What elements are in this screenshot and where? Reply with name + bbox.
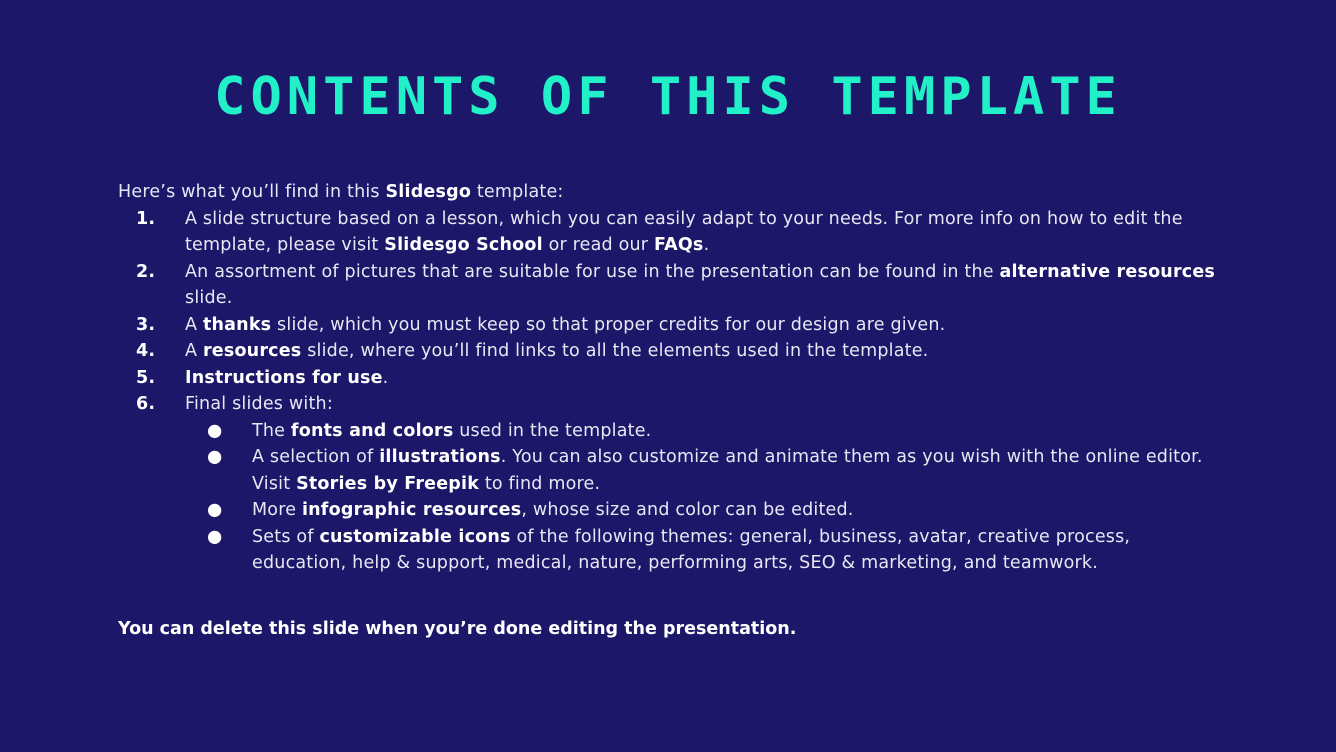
highlight-text: Stories by Freepik: [296, 473, 480, 494]
item-text: A: [185, 314, 203, 335]
contents-list: [118, 206, 1228, 577]
intro-brand: Slidesgo: [385, 182, 472, 202]
sub-item-body: [252, 527, 1130, 574]
item-text: The: [252, 420, 291, 441]
list-item: [118, 365, 1228, 392]
intro-line: [118, 179, 1228, 206]
item-text: Sets of: [252, 526, 320, 547]
sub-list-item: [185, 497, 1228, 524]
item-number: 2.: [136, 261, 156, 282]
bullet-icon: ●: [207, 447, 223, 467]
list-item: [118, 338, 1228, 365]
list-item: [118, 206, 1228, 259]
bullet-icon: ●: [207, 420, 223, 441]
list-item: [118, 312, 1228, 339]
highlight-text: fonts and colors: [290, 420, 454, 441]
item-text: , whose size and color can be edited.: [521, 500, 854, 520]
item-body: [185, 209, 1183, 256]
item-text: of the following themes: general, business, avatar, creative process, education, help & support, medical, nature, performing arts, SEO & marketing, and teamwork.: [252, 526, 1131, 573]
item-number: 5.: [136, 367, 156, 388]
bullet-icon: ●: [207, 526, 223, 547]
item-text: . You can also customize and animate them as you wish with the online editor. Visit: [252, 447, 1203, 494]
item-text: or read our: [542, 235, 654, 255]
sub-item-body: [252, 500, 854, 520]
highlight-text: resources: [202, 341, 302, 361]
slide-body: [118, 179, 1228, 577]
list-item: [118, 259, 1228, 312]
item-text: to find more.: [479, 473, 601, 494]
item-text: An assortment of pictures that are suitable for use in the presentation can be found in the: [185, 261, 1000, 282]
item-text: .: [703, 235, 710, 255]
sub-item-body: [252, 447, 1203, 494]
item-text: used in the template.: [453, 420, 652, 441]
item-text: A: [185, 341, 203, 361]
bullet-icon: ●: [207, 500, 223, 520]
highlight-text: FAQs: [653, 235, 704, 255]
item-body: [185, 368, 388, 388]
sub-list: [185, 418, 1228, 577]
highlight-text: Instructions for use: [185, 367, 383, 388]
item-text: .: [382, 367, 389, 388]
item-body: [185, 315, 945, 335]
list-item: [118, 391, 1228, 577]
item-number: 4.: [136, 341, 156, 361]
item-body: [185, 262, 1215, 309]
highlight-text: alternative resources: [999, 261, 1216, 282]
item-number: 6.: [136, 394, 156, 414]
item-text: slide, where you’ll find links to all the elements used in the template.: [301, 341, 929, 361]
item-number: 3.: [136, 314, 156, 335]
item-body: [185, 341, 928, 361]
item-number: 1.: [136, 208, 156, 229]
highlight-text: customizable icons: [319, 526, 511, 547]
sub-list-item: [185, 524, 1228, 577]
item-body: [185, 394, 333, 414]
sub-item-body: [252, 421, 651, 441]
item-text: Final slides with:: [185, 394, 333, 414]
highlight-text: illustrations: [379, 447, 501, 467]
intro-text: Here’s what you’ll find in this: [118, 182, 386, 202]
slide-title: CONTENTS OF THIS TEMPLATE: [214, 67, 1122, 127]
item-text: slide.: [185, 288, 233, 308]
highlight-text: infographic resources: [301, 500, 522, 520]
highlight-text: thanks: [202, 314, 272, 335]
highlight-text: Slidesgo School: [384, 235, 543, 255]
item-text: A selection of: [252, 447, 380, 467]
intro-text-end: template:: [471, 182, 564, 202]
delete-note: You can delete this slide when you’re done editing the presentation.: [118, 619, 797, 639]
item-text: A slide structure based on a lesson, which you can easily adapt to your needs. For more info on how to edit the template, please visit: [185, 208, 1183, 255]
sub-list-item: [185, 418, 1228, 445]
item-text: More: [252, 500, 302, 520]
sub-list-item: [185, 444, 1228, 497]
item-text: slide, which you must keep so that proper credits for our design are given.: [271, 314, 946, 335]
